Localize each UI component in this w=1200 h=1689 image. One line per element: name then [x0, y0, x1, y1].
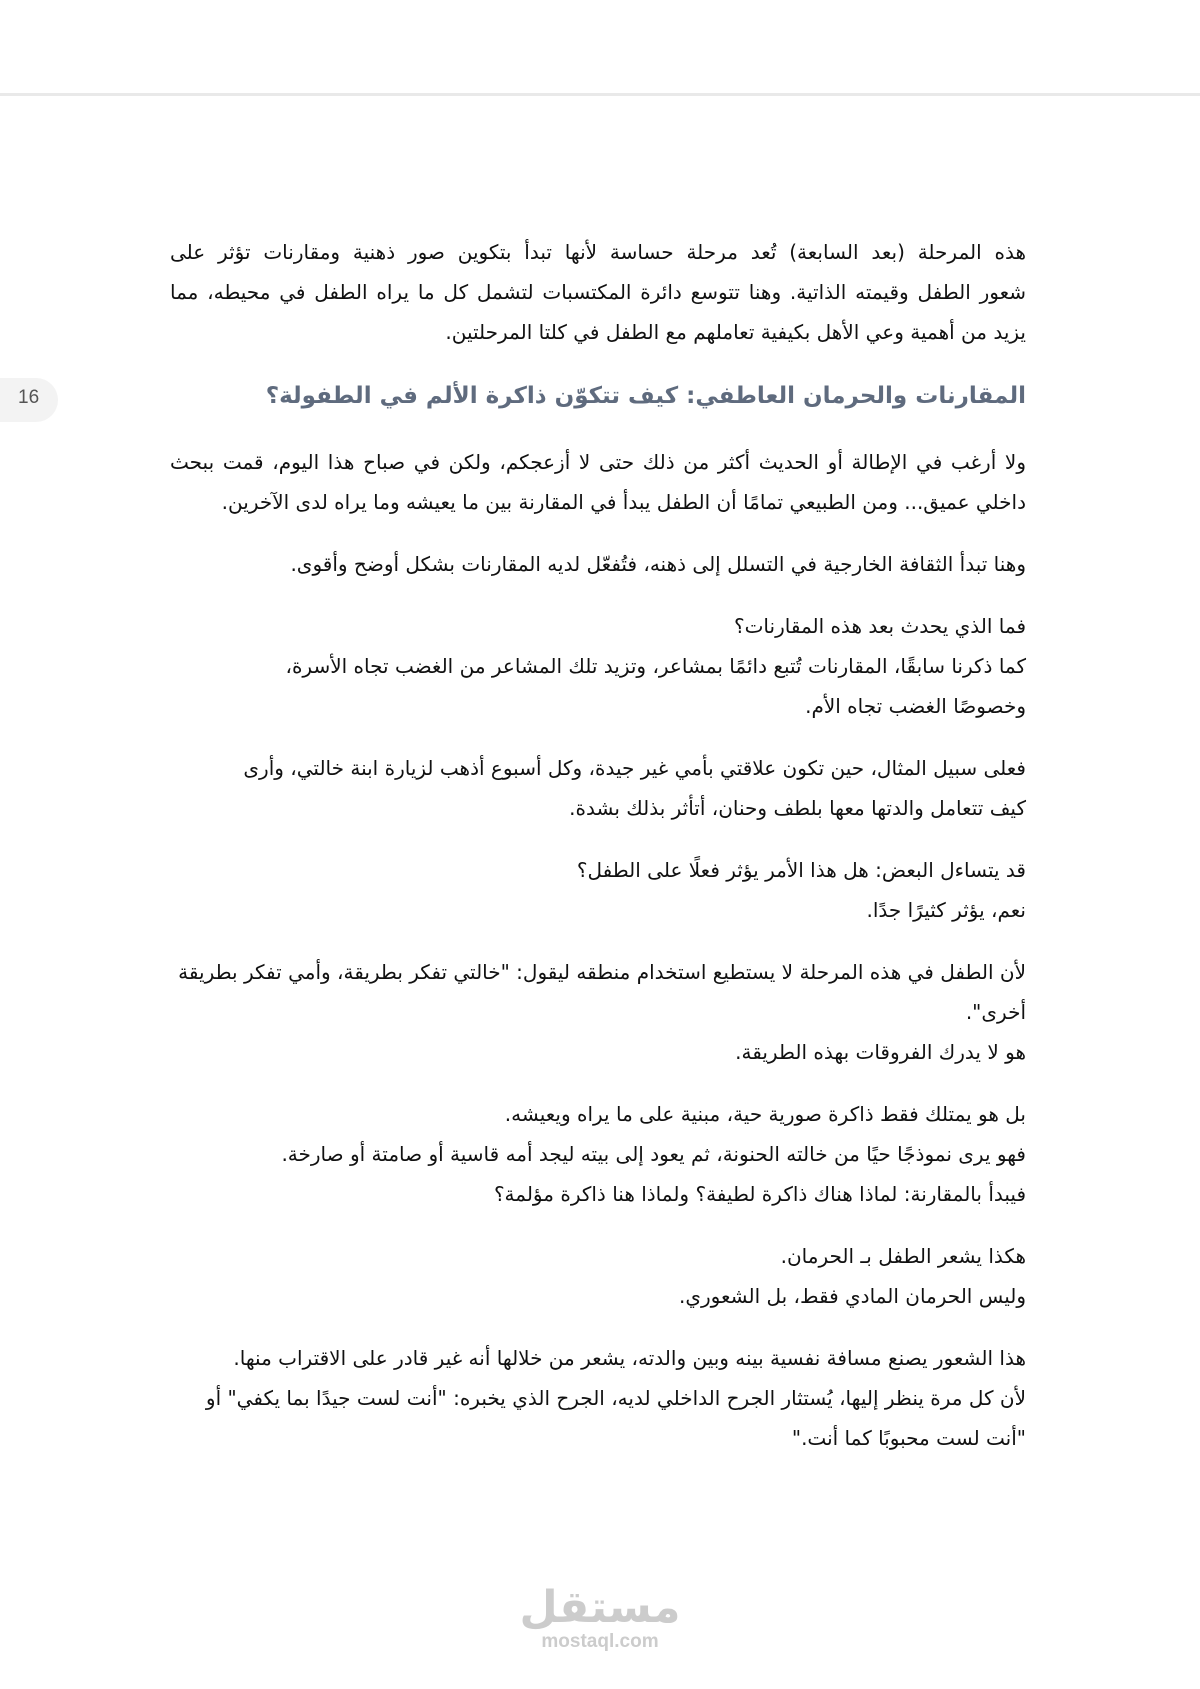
text-line: أخرى". [965, 1000, 1026, 1024]
section-heading: المقارنات والحرمان العاطفي: كيف تتكوّن ذاكرة الألم في الطفولة؟ [265, 383, 1026, 409]
page-number: 16 [18, 387, 40, 408]
text-line: كما ذكرنا سابقًا، المقارنات تُتبع دائمًا بمشاعر، وتزيد تلك المشاعر من الغضب تجاه الأسرة، [285, 654, 1026, 678]
paragraph [170, 606, 1026, 726]
paragraph [170, 952, 1026, 1072]
text-line: شعور الطفل وقيمته الذاتية. وهنا تتوسع دائرة المكتسبات لتشمل كل ما يراه الطفل في محيطه، مما [170, 280, 1026, 304]
text-line: قد يتساءل البعض: هل هذا الأمر يؤثر فعلًا على الطفل؟ [576, 858, 1026, 882]
text-line: لأن الطفل في هذه المرحلة لا يستطيع استخدام منطقه ليقول: "خالتي تفكر بطريقة، وأمي تفكر بطريقة [178, 960, 1026, 984]
text-line: فعلى سبيل المثال، حين تكون علاقتي بأمي غير جيدة، وكل أسبوع أذهب لزيارة ابنة خالتي، وأرى [243, 756, 1026, 780]
paragraph [170, 748, 1026, 828]
paragraph [170, 1094, 1026, 1214]
text-line: بل هو يمتلك فقط ذاكرة صورية حية، مبنية على ما يراه ويعيشه. [504, 1102, 1026, 1126]
paragraph [170, 544, 1026, 584]
mostaql-watermark [505, 1582, 695, 1653]
text-line: هو لا يدرك الفروقات بهذه الطريقة. [735, 1040, 1026, 1064]
top-divider [0, 93, 1200, 96]
text-line: وخصوصًا الغضب تجاه الأم. [805, 694, 1026, 718]
text-line: هذه المرحلة (بعد السابعة) تُعد مرحلة حساسة لأنها تبدأ بتكوين صور ذهنية ومقارنات تؤثر على [170, 240, 1026, 264]
paragraph [170, 1236, 1026, 1316]
paragraph [170, 1338, 1026, 1458]
text-line: هذا الشعور يصنع مسافة نفسية بينه وبين والدته، يشعر من خلالها أنه غير قادر على الاقتراب منها. [233, 1346, 1026, 1370]
watermark-latin: mostaql.com [541, 1631, 659, 1652]
text-line: نعم، يؤثر كثيرًا جدًا. [866, 898, 1026, 922]
text-line: وليس الحرمان المادي فقط، بل الشعوري. [678, 1284, 1026, 1308]
watermark-arabic: مستقل [519, 1582, 681, 1633]
text-line: هكذا يشعر الطفل بـ الحرمان. [780, 1244, 1026, 1268]
paragraph [170, 442, 1026, 522]
text-line: "أنت لست محبوبًا كما أنت." [791, 1426, 1026, 1450]
text-line: فيبدأ بالمقارنة: لماذا هناك ذاكرة لطيفة؟ ولماذا هنا ذاكرة مؤلمة؟ [493, 1182, 1026, 1206]
page-content [170, 232, 1026, 1480]
text-line: داخلي عميق... ومن الطبيعي تمامًا أن الطفل يبدأ في المقارنة بين ما يعيشه وما يراه لدى الآخرين. [221, 490, 1026, 514]
text-line: فما الذي يحدث بعد هذه المقارنات؟ [733, 614, 1026, 638]
text-line: يزيد من أهمية وعي الأهل بكيفية تعاملهم مع الطفل في كلتا المرحلتين. [445, 320, 1026, 344]
text-line: لأن كل مرة ينظر إليها، يُستثار الجرح الداخلي لديه، الجرح الذي يخبره: "أنت لست جيدًا بما يكفي" أو [205, 1386, 1026, 1410]
paragraph-intro [170, 232, 1026, 352]
paragraph [170, 850, 1026, 930]
text-line: كيف تتعامل والدتها معها بلطف وحنان، أتأثر بذلك بشدة. [569, 796, 1026, 820]
text-line: فهو يرى نموذجًا حيًا من خالته الحنونة، ثم يعود إلى بيته ليجد أمه قاسية أو صامتة أو صارخة. [281, 1142, 1026, 1166]
text-line: وهنا تبدأ الثقافة الخارجية في التسلل إلى ذهنه، فتُفعّل لديه المقارنات بشكل أوضح وأقوى. [290, 552, 1026, 576]
text-line: ولا أرغب في الإطالة أو الحديث أكثر من ذلك حتى لا أزعجكم، ولكن في صباح هذا اليوم، قمت ببحث [170, 450, 1026, 474]
